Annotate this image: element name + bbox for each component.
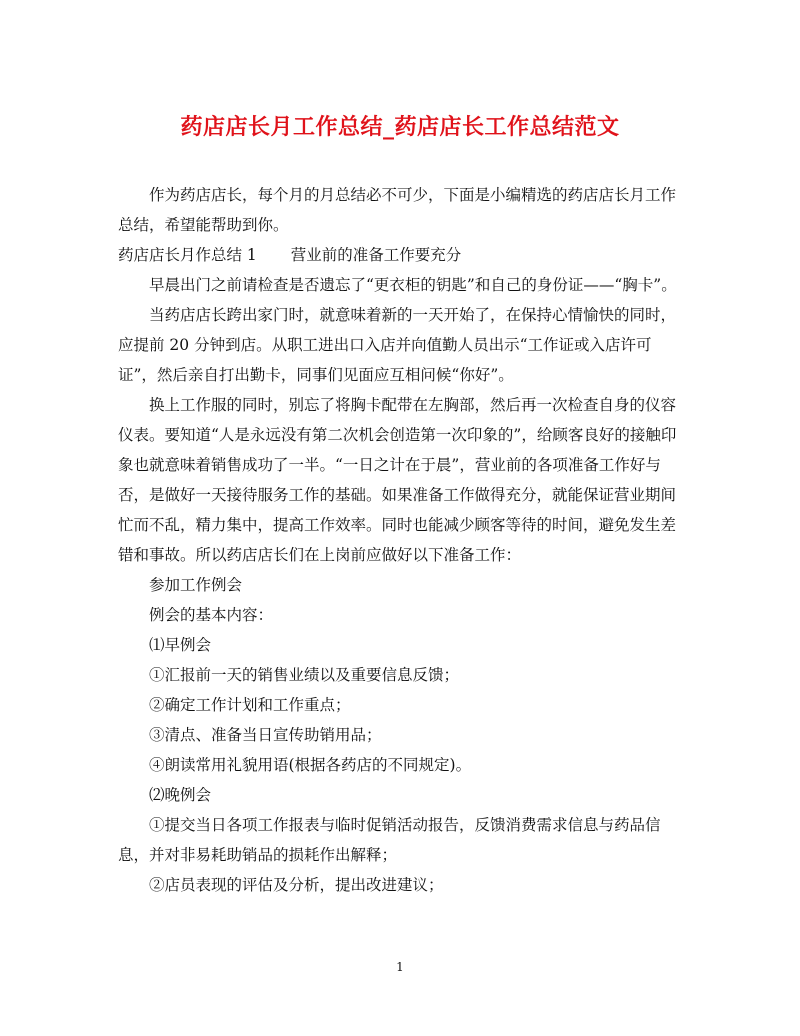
list-item: ③清点、准备当日宣传助销用品； (149, 726, 382, 744)
list-item: ①提交当日各项工作报表与临时促销活动报告，反馈消费需求信息与药品信息，并对非易耗助销品的损耗作出解释； (118, 816, 661, 864)
list-item: ②店员表现的评估及分析，提出改进建议； (149, 876, 444, 894)
section-line (118, 240, 682, 270)
section-label: 药店店长月作总结 1 (118, 246, 257, 264)
document-body (118, 180, 682, 900)
list-item: 参加工作例会 (149, 576, 243, 594)
intro-paragraph: 作为药店店长，每个月的月总结必不可少，下面是小编精选的药店店长月工作总结，希望能帮助到你。 (118, 186, 677, 234)
list-item: ⑵晚例会 (149, 786, 212, 804)
body-paragraph: 早晨出门之前请检查是否遗忘了“更衣柜的钥匙”和自己的身份证——“胸卡”。 (149, 276, 677, 294)
document-title: 药店店长月工作总结_药店店长工作总结范文 (180, 114, 620, 140)
body-paragraph: 换上工作服的同时，别忘了将胸卡配带在左胸部，然后再一次检查自身的仪容仪表。要知道“人是永远没有第二次机会创造第一次印象的”，给顾客良好的接触印象也就意味着销售成功了一半。“一日之计在于晨”，营业前的各项准备工作好与否，是做好一天接待服务工作的基础。如果准备工作做得充分，就能保证营业期间忙而不乱，精力集中，提高工作效率。同时也能减少顾客等待的时间，避免发生差错和事故。所以药店店长们在上岗前应做好以下准备工作： (118, 396, 677, 564)
list-item: ①汇报前一天的销售业绩以及重要信息反馈； (149, 666, 460, 684)
list-item: ②确定工作计划和工作重点； (149, 696, 351, 714)
list-item: ⑴早例会 (149, 636, 212, 654)
list-item: 例会的基本内容： (149, 606, 274, 624)
page-number: 1 (396, 960, 404, 974)
section-heading: 营业前的准备工作要充分 (290, 246, 462, 264)
body-paragraph: 当药店店长跨出家门时，就意味着新的一天开始了，在保持心情愉快的同时，应提前 20 分钟到店。从职工进出口入店并向值勤人员出示“工作证或入店许可证”，然后亲自打出勤卡，同事们见面应互相问候“你好”。 (118, 306, 677, 384)
list-item: ④朗读常用礼貌用语(根据各药店的不同规定)。 (149, 756, 472, 774)
